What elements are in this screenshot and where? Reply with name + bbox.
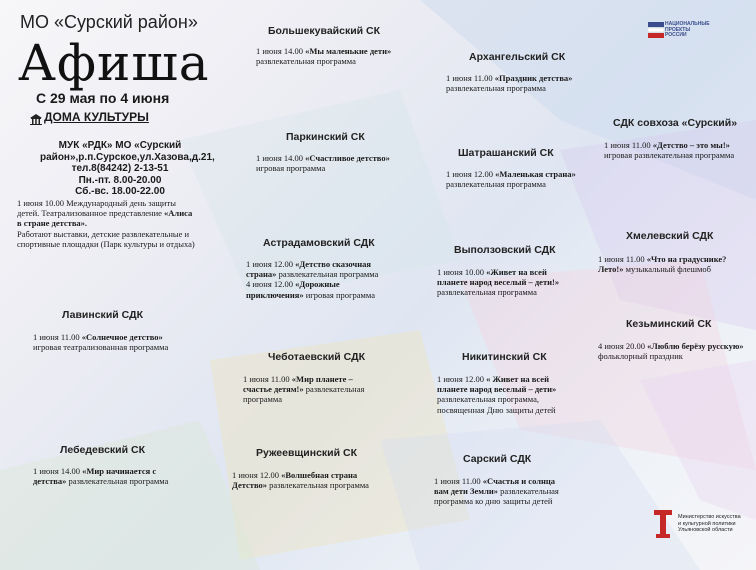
venue-title: Шатрашанский СК <box>458 147 554 159</box>
venue-event: 1 июня 14.00 «Мир начинается с детства» развлекательная программа <box>33 466 169 487</box>
venue-event: 1 июня 11.00 «Счастья и солнца вам дети Земли» развлекательная программа ко дню защиты детей <box>434 476 559 507</box>
intro-line: 1 июня 10.00 Международный день защиты детей. Театрализованное представление <box>17 198 176 219</box>
building-icon <box>30 112 42 130</box>
org-line: МУК «РДК» МО «Сурский <box>58 140 182 151</box>
venue-event: 1 июня 12.00 «Маленькая страна» развлекательная программа <box>446 169 576 190</box>
venue-event: 4 июня 20.00 «Люблю берёзу русскую» фольклорный праздник <box>598 341 744 362</box>
venue-title: Архангельский СК <box>469 51 566 63</box>
ministry-line: и культурной политики <box>678 520 736 527</box>
venue-event: 1 июня 10.00 «Живет на всей планете народ веселый – дети!» развлекательная программа <box>437 267 560 298</box>
venue-event: 1 июня 12.00 «Детство сказочная страна» развлекательная программа 4 июня 12.00 «Дорожные приключения» игровая программа <box>246 259 379 300</box>
venue-event: 1 июня 12.00 « Живет на всей планете народ веселый – дети» развлекательная программа, посвященная Дню защиты детей <box>437 374 557 415</box>
venue-title: Лавинский СДК <box>62 309 143 321</box>
venue-event: 1 июня 11.00 «Детство – это мы!» игровая развлекательная программа <box>604 140 735 161</box>
org-line: район»,р.п.Сурское,ул.Хазова,д.21, <box>40 151 215 163</box>
date-range: С 29 мая по 4 июня <box>36 90 170 106</box>
org-line: тел.8(84242) 2-13-51 <box>71 163 169 174</box>
organization-info <box>40 140 215 198</box>
venue-title: Большекувайский СК <box>268 25 381 37</box>
venue-title: Сарский СДК <box>463 453 532 465</box>
venue-title: Хмелевский СДК <box>626 230 714 242</box>
venue-event: 1 июня 11.00 «Солнечное детство» игровая театрализованная программа <box>33 332 169 353</box>
venue-title: Кезьминский СК <box>626 318 712 330</box>
np-line: РОССИИ <box>665 32 687 38</box>
org-line: Сб.-вс. 18.00-22.00 <box>75 186 165 197</box>
intro-event-name: «Алиса в стране детства». <box>17 208 193 229</box>
np-line: ПРОЕКТЫ <box>665 26 691 33</box>
national-projects-logo <box>648 22 664 43</box>
venue-event: 1 июня 12.00 «Волшебная страна Детство» развлекательная программа <box>232 470 369 491</box>
venue-title: Паркинский СК <box>286 131 365 143</box>
org-line: Пн.-пт. 8.00-20.00 <box>78 174 162 186</box>
venue-event: 1 июня 11.00 «Праздник детства» развлекательная программа <box>446 73 573 94</box>
venue-title: Никитинский СК <box>462 351 547 363</box>
venue-title: Чеботаевский СДК <box>268 351 365 363</box>
venue-event: 1 июня 11.00 «Мир планете – счастье детям!» развлекательная программа <box>243 374 365 405</box>
ministry-logo-icon <box>652 510 674 543</box>
district-name: МО «Сурский район» <box>20 12 198 32</box>
intro-text <box>17 198 197 249</box>
venue-event: 1 июня 14.00 «Счастливое детство» игровая программа <box>256 153 390 174</box>
poster-title: Афиша <box>18 34 210 92</box>
venue-title: Ружеевщинский СК <box>256 447 357 459</box>
venue-title: Лебедевский СК <box>60 444 146 456</box>
venue-event: 1 июня 11.00 «Что на градуснике? Лето!» музыкальный флешмоб <box>598 254 727 275</box>
ministry-line: Ульяновской области <box>678 527 733 534</box>
ministry-line: Министерство искусства <box>678 514 741 520</box>
national-projects-text <box>665 22 710 39</box>
venue-title: Астрадамовский СДК <box>263 237 375 249</box>
venue-title: Выползовский СДК <box>454 244 556 256</box>
section-heading: ДОМА КУЛЬТУРЫ <box>44 110 149 124</box>
ministry-name <box>678 514 756 534</box>
np-line: НАЦИОНАЛЬНЫЕ <box>665 21 710 27</box>
venue-title: СДК совхоза «Сурский» <box>613 117 738 129</box>
venue-event: 1 июня 14.00 «Мы маленькие дети» развлекательная программа <box>256 46 392 67</box>
intro-line: Работают выставки, детские развлекательные и спортивные площадки (Парк культуры и отдыха) <box>17 228 195 249</box>
